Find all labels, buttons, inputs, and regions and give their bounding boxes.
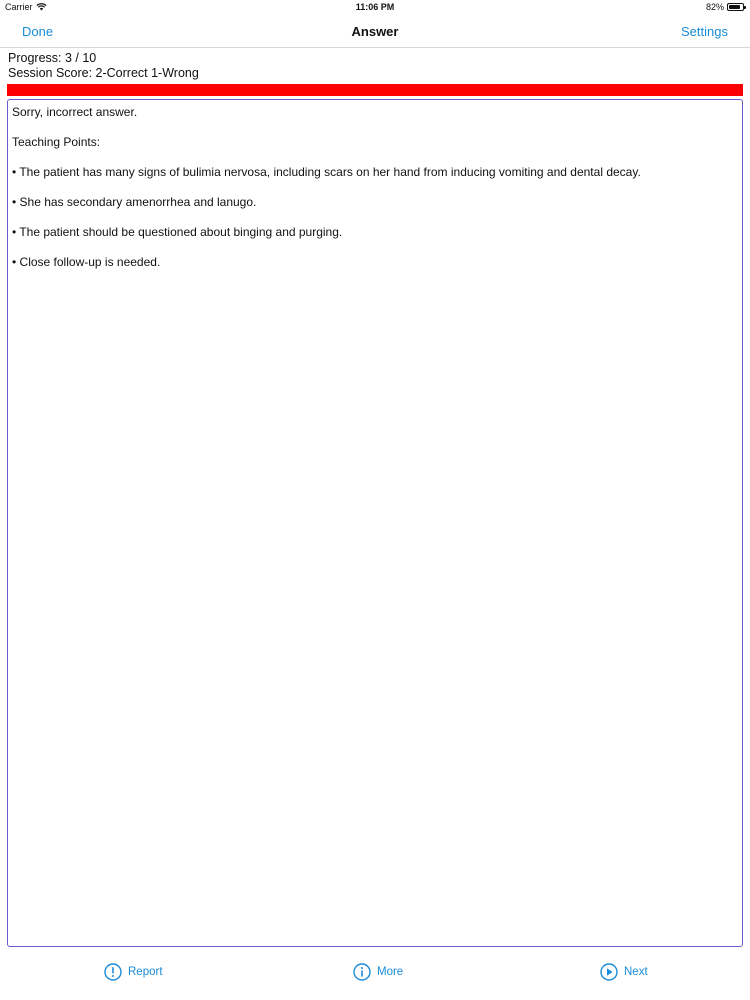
exclamation-circle-icon: [104, 963, 122, 981]
more-button[interactable]: [353, 963, 403, 981]
battery-percent: 82%: [705, 2, 724, 12]
teaching-point: • Close follow-up is needed.: [12, 255, 161, 269]
navigation-bar: [0, 14, 750, 48]
teaching-point: • The patient has many signs of bulimia nervosa, including scars on her hand from inducing vomiting and dental decay.: [12, 165, 641, 179]
answer-text-view[interactable]: [7, 99, 743, 947]
teaching-point: • She has secondary amenorrhea and lanugo.: [12, 195, 257, 209]
session-score-text: Session Score: 2-Correct 1-Wrong: [8, 66, 199, 80]
report-label: Report: [128, 966, 163, 978]
page-title: Answer: [351, 24, 399, 39]
progress-text: Progress: 3 / 10: [8, 51, 97, 65]
progress-bar: [7, 84, 743, 96]
session-info: [8, 51, 199, 81]
settings-button[interactable]: Settings: [681, 24, 728, 39]
info-circle-icon: [353, 963, 371, 981]
more-label: More: [377, 966, 404, 978]
battery-icon: [727, 3, 744, 11]
status-time: 11:06 PM: [355, 2, 395, 12]
done-button[interactable]: Done: [22, 24, 54, 39]
next-label: Next: [624, 966, 648, 978]
answer-verdict: Sorry, incorrect answer.: [12, 105, 138, 119]
progress-bar-fill: [7, 84, 743, 96]
report-button[interactable]: [104, 963, 163, 981]
battery-fill: [729, 5, 740, 9]
status-bar: [0, 0, 750, 14]
next-button[interactable]: [600, 963, 648, 981]
play-circle-icon: [600, 963, 618, 981]
carrier-label: Carrier: [5, 2, 33, 12]
teaching-points-heading: Teaching Points:: [12, 135, 101, 149]
teaching-point: • The patient should be questioned about binging and purging.: [12, 225, 343, 239]
status-right: [706, 2, 744, 12]
bottom-toolbar: [0, 952, 750, 1000]
